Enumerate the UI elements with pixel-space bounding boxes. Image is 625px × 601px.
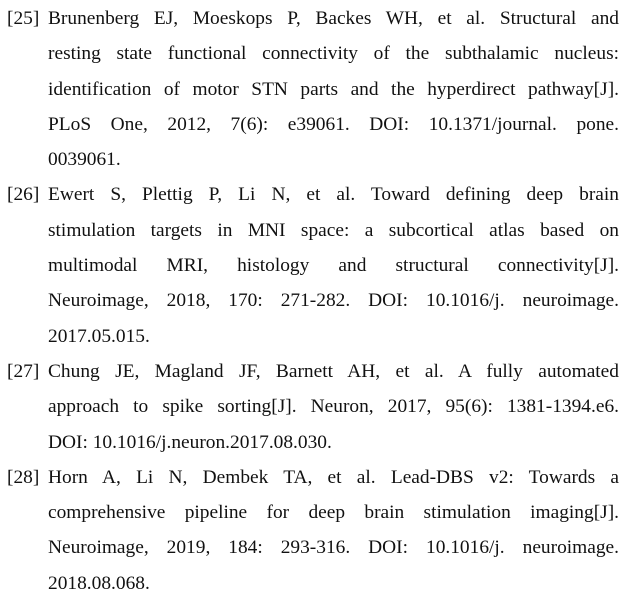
reference-text bbox=[48, 460, 619, 601]
reference-line: Chung JE, Magland JF, Barnett AH, et al. A fully automated bbox=[48, 360, 619, 382]
reference-number: [27] bbox=[7, 360, 40, 382]
reference-line: Brunenberg EJ, Moeskops P, Backes WH, et al. Structural and bbox=[48, 8, 619, 29]
reference-line: identification of motor STN parts and the hyperdirect pathway[J]. bbox=[48, 78, 619, 100]
reference-line: DOI: 10.1016/j.neuron.2017.08.030. bbox=[48, 431, 332, 453]
reference-line: Ewert S, Plettig P, Li N, et al. Toward defining deep brain bbox=[48, 184, 619, 206]
reference-item-25 bbox=[7, 1, 619, 177]
reference-text bbox=[48, 1, 619, 177]
reference-line: approach to spike sorting[J]. Neuron, 2017, 95(6): 1381-1394.e6. bbox=[48, 396, 619, 418]
reference-list bbox=[7, 1, 619, 601]
reference-line: resting state functional connectivity of the subthalamic nucleus: bbox=[48, 43, 619, 65]
reference-line: Neuroimage, 2018, 170: 271-282. DOI: 10.1016/j. neuroimage. bbox=[48, 290, 619, 312]
reference-item-27 bbox=[7, 354, 619, 460]
reference-item-26 bbox=[7, 177, 619, 353]
reference-line: PLoS One, 2012, 7(6): e39061. DOI: 10.1371/journal. pone. bbox=[48, 113, 619, 135]
reference-line: Horn A, Li N, Dembek TA, et al. Lead-DBS v2: Towards a bbox=[48, 466, 619, 488]
reference-line: comprehensive pipeline for deep brain stimulation imaging[J]. bbox=[48, 502, 619, 524]
reference-line: stimulation targets in MNI space: a subcortical atlas based on bbox=[48, 219, 619, 241]
reference-line: 2018.08.068. bbox=[48, 572, 150, 594]
reference-line: 2017.05.015. bbox=[48, 325, 150, 347]
reference-text bbox=[48, 354, 619, 460]
reference-number: [28] bbox=[7, 466, 40, 488]
reference-line: multimodal MRI, histology and structural connectivity[J]. bbox=[48, 255, 619, 277]
reference-text bbox=[48, 177, 619, 353]
reference-item-28 bbox=[7, 460, 619, 601]
reference-line: 0039061. bbox=[48, 149, 121, 171]
reference-number: [26] bbox=[7, 184, 40, 206]
reference-line: Neuroimage, 2019, 184: 293-316. DOI: 10.1016/j. neuroimage. bbox=[48, 537, 619, 559]
reference-number: [25] bbox=[7, 8, 40, 29]
